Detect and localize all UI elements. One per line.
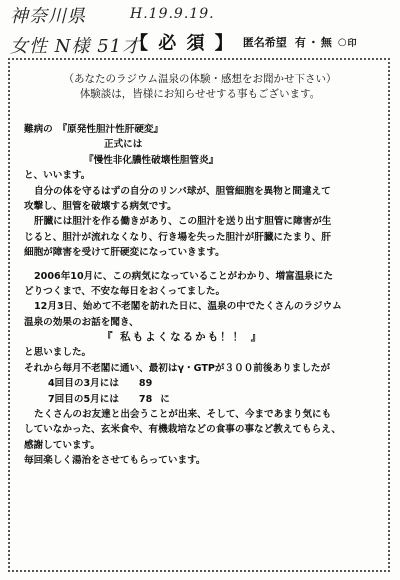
gtp-value-2: 78 [138, 393, 153, 405]
body-line: 正式には [104, 139, 143, 151]
body-spacer [24, 261, 382, 269]
handwritten-person-info: 女性 N様 51才 [10, 36, 142, 57]
gtp-value-1: 89 [138, 378, 153, 390]
body-line: 感謝しています。 [24, 439, 100, 451]
body-line: と、いいます。 [24, 170, 91, 182]
body-line: 毎回楽しく湯治をさせてもらっています。 [24, 455, 206, 467]
stamp-circle-icon: ○ [337, 36, 347, 48]
body-line: それから毎月不老閣に通い、最初はγ・GTPが３００前後ありましたが [24, 362, 331, 374]
anonymity-separator: ・ [307, 36, 319, 49]
intro-text [20, 72, 380, 102]
gtp-suffix-2: に [160, 393, 170, 405]
gtp-value-line-1 [24, 376, 382, 391]
anonymity-label: 匿名希望 [242, 36, 287, 49]
body-line: していなかった、玄米食や、有機栽培などの食事の事など教えてもらえ、 [24, 424, 341, 436]
anonymity-yes: 有 [294, 36, 306, 49]
body-line: 温泉の効果のお話を聞き、 [24, 316, 139, 328]
header-row [130, 30, 398, 54]
handwritten-prefecture: 神奈川県 [10, 6, 86, 27]
intro-line-2: 体験談は，皆様にお知らせせする事もございます。 [79, 88, 321, 100]
body-line: たくさんのお友達と出会うことが出来、そして、今まであまり気にも [34, 409, 332, 421]
body-line: と思いました。 [24, 347, 92, 359]
body-line [24, 122, 382, 137]
body-line: 肝臓には胆汁を作る働きがあり、この胆汁を送り出す胆管に障害が生 [34, 216, 332, 228]
body-line: じると、胆汁が流れなくなり、行き場を失った胆汁が肝臓にたまり、肝 [24, 231, 331, 243]
disease-name-1: 『原発性胆汁性肝硬変』 [62, 124, 164, 135]
gtp-label-1: 4回目の3月には [48, 378, 119, 390]
gtp-value-line-2 [24, 392, 382, 407]
body-line: 『慢性非化膿性破壊性胆管炎』 [84, 154, 219, 166]
body-line: 細胞が障害を受けて肝硬変になっていきます。 [24, 247, 225, 259]
body-line: 攻撃し、胆管を破壊する病気です。 [24, 200, 177, 212]
disease-prefix: 難病の [24, 124, 53, 135]
required-label: 【 必 須 】 [130, 33, 235, 54]
stamp-label: 印 [347, 38, 357, 49]
handwritten-date: H.19.9.19. [130, 6, 215, 22]
testimonial-body [24, 122, 382, 469]
anonymity-no: 無 [320, 36, 332, 49]
body-line: 2006年10月に、この病気になっていることがわかり、増富温泉にた [34, 270, 334, 282]
gtp-label-2: 7回目の5月には [48, 393, 119, 405]
body-line: どりつくまで、不安な毎日をおくってました。 [24, 285, 226, 297]
exclamation-line: 『 私もよくなるかも！！ 』 [102, 331, 264, 344]
body-line: 自分の体を守るはずの自分のリンパ球が、胆管細胞を異物と間違えて [34, 185, 331, 197]
intro-line-1: （あなたのラジウム温泉の体験・感想をお聞かせ下さい） [63, 73, 337, 85]
body-line: 12月3日、始めて不老閣を訪れた日に、温泉の中でたくさんのラジウム [34, 301, 342, 313]
